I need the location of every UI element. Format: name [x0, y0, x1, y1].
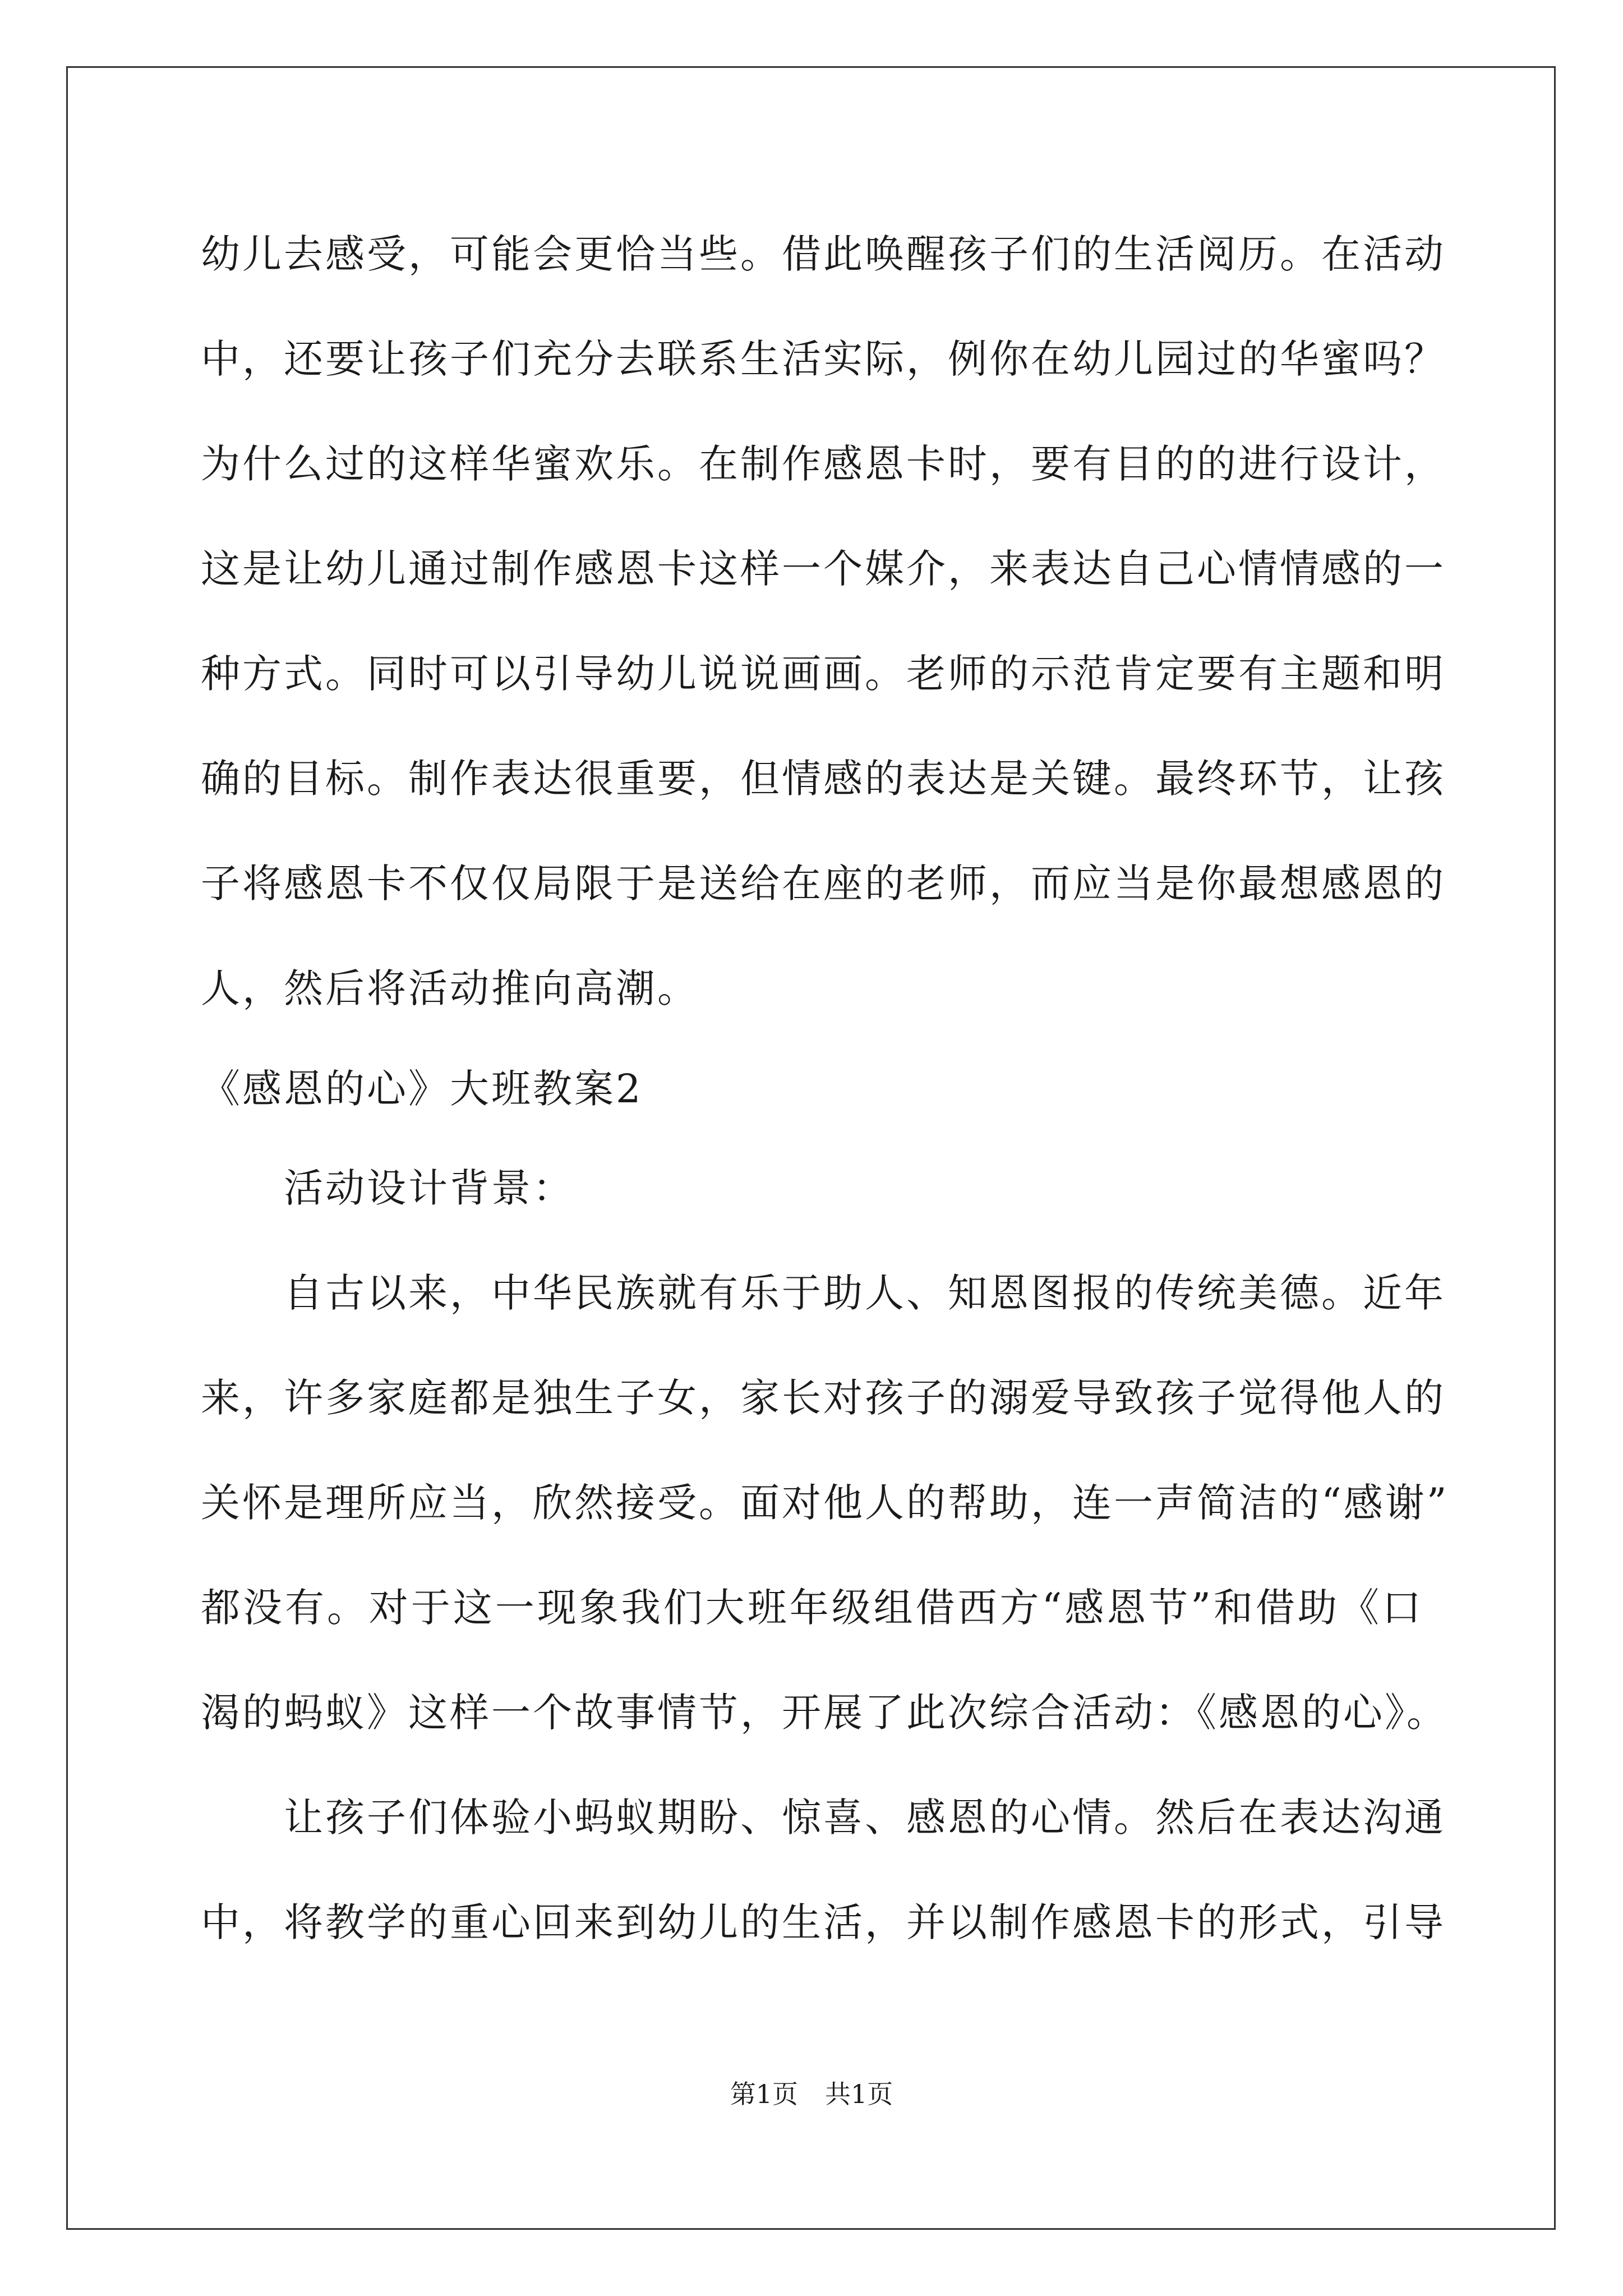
paragraph-line: 自古以来，中华民族就有乐于助人、知恩图报的传统美德。近年 [284, 1270, 1446, 1316]
paragraph-line: 让孩子们体验小蚂蚁期盼、惊喜、感恩的心情。然后在表达沟通 [284, 1795, 1446, 1841]
paragraph-line: 确的目标。制作表达很重要，但情感的表达是关键。最终环节，让孩 [201, 756, 1446, 802]
paragraph-line: 来，许多家庭都是独生子女，家长对孩子的溺爱导致孩子觉得他人的 [201, 1375, 1446, 1421]
paragraph-line: 幼儿去感受，可能会更恰当些。借此唤醒孩子们的生活阅历。在活动 [201, 231, 1446, 277]
paragraph-line: 关怀是理所应当，欣然接受。面对他人的帮助，连一声简洁的“感谢” [201, 1480, 1449, 1526]
paragraph-line: 子将感恩卡不仅仅局限于是送给在座的老师，而应当是你最想感恩的 [201, 861, 1446, 907]
page-total: 共1页 [825, 2079, 893, 2109]
paragraph-line: 种方式。同时可以引导幼儿说说画画。老师的示范肯定要有主题和明 [201, 651, 1446, 697]
paragraph-line: 人，然后将活动推向高潮。 [201, 965, 699, 1011]
paragraph-line: 中，还要让孩子们充分去联系生活实际，例你在幼儿园过的华蜜吗？ [201, 336, 1446, 382]
page-footer [0, 2077, 1623, 2111]
paragraph-line: 渴的蚂蚁》这样一个故事情节，开展了此次综合活动：《感恩的心》。 [201, 1690, 1448, 1736]
paragraph-line: 这是让幼儿通过制作感恩卡这样一个媒介，来表达自己心情情感的一 [201, 546, 1446, 592]
paragraph-line: 中，将教学的重心回来到幼儿的生活，并以制作感恩卡的形式，引导 [201, 1899, 1446, 1945]
paragraph-line: 为什么过的这样华蜜欢乐。在制作感恩卡时，要有目的的进行设计， [201, 441, 1446, 487]
page-number: 第1页 [730, 2079, 798, 2109]
paragraph-line: 都没有。对于这一现象我们大班年级组借西方“感恩节”和借助《口 [201, 1585, 1423, 1631]
subheading: 活动设计背景： [284, 1165, 574, 1211]
section-heading: 《感恩的心》大班教案2 [201, 1066, 643, 1112]
